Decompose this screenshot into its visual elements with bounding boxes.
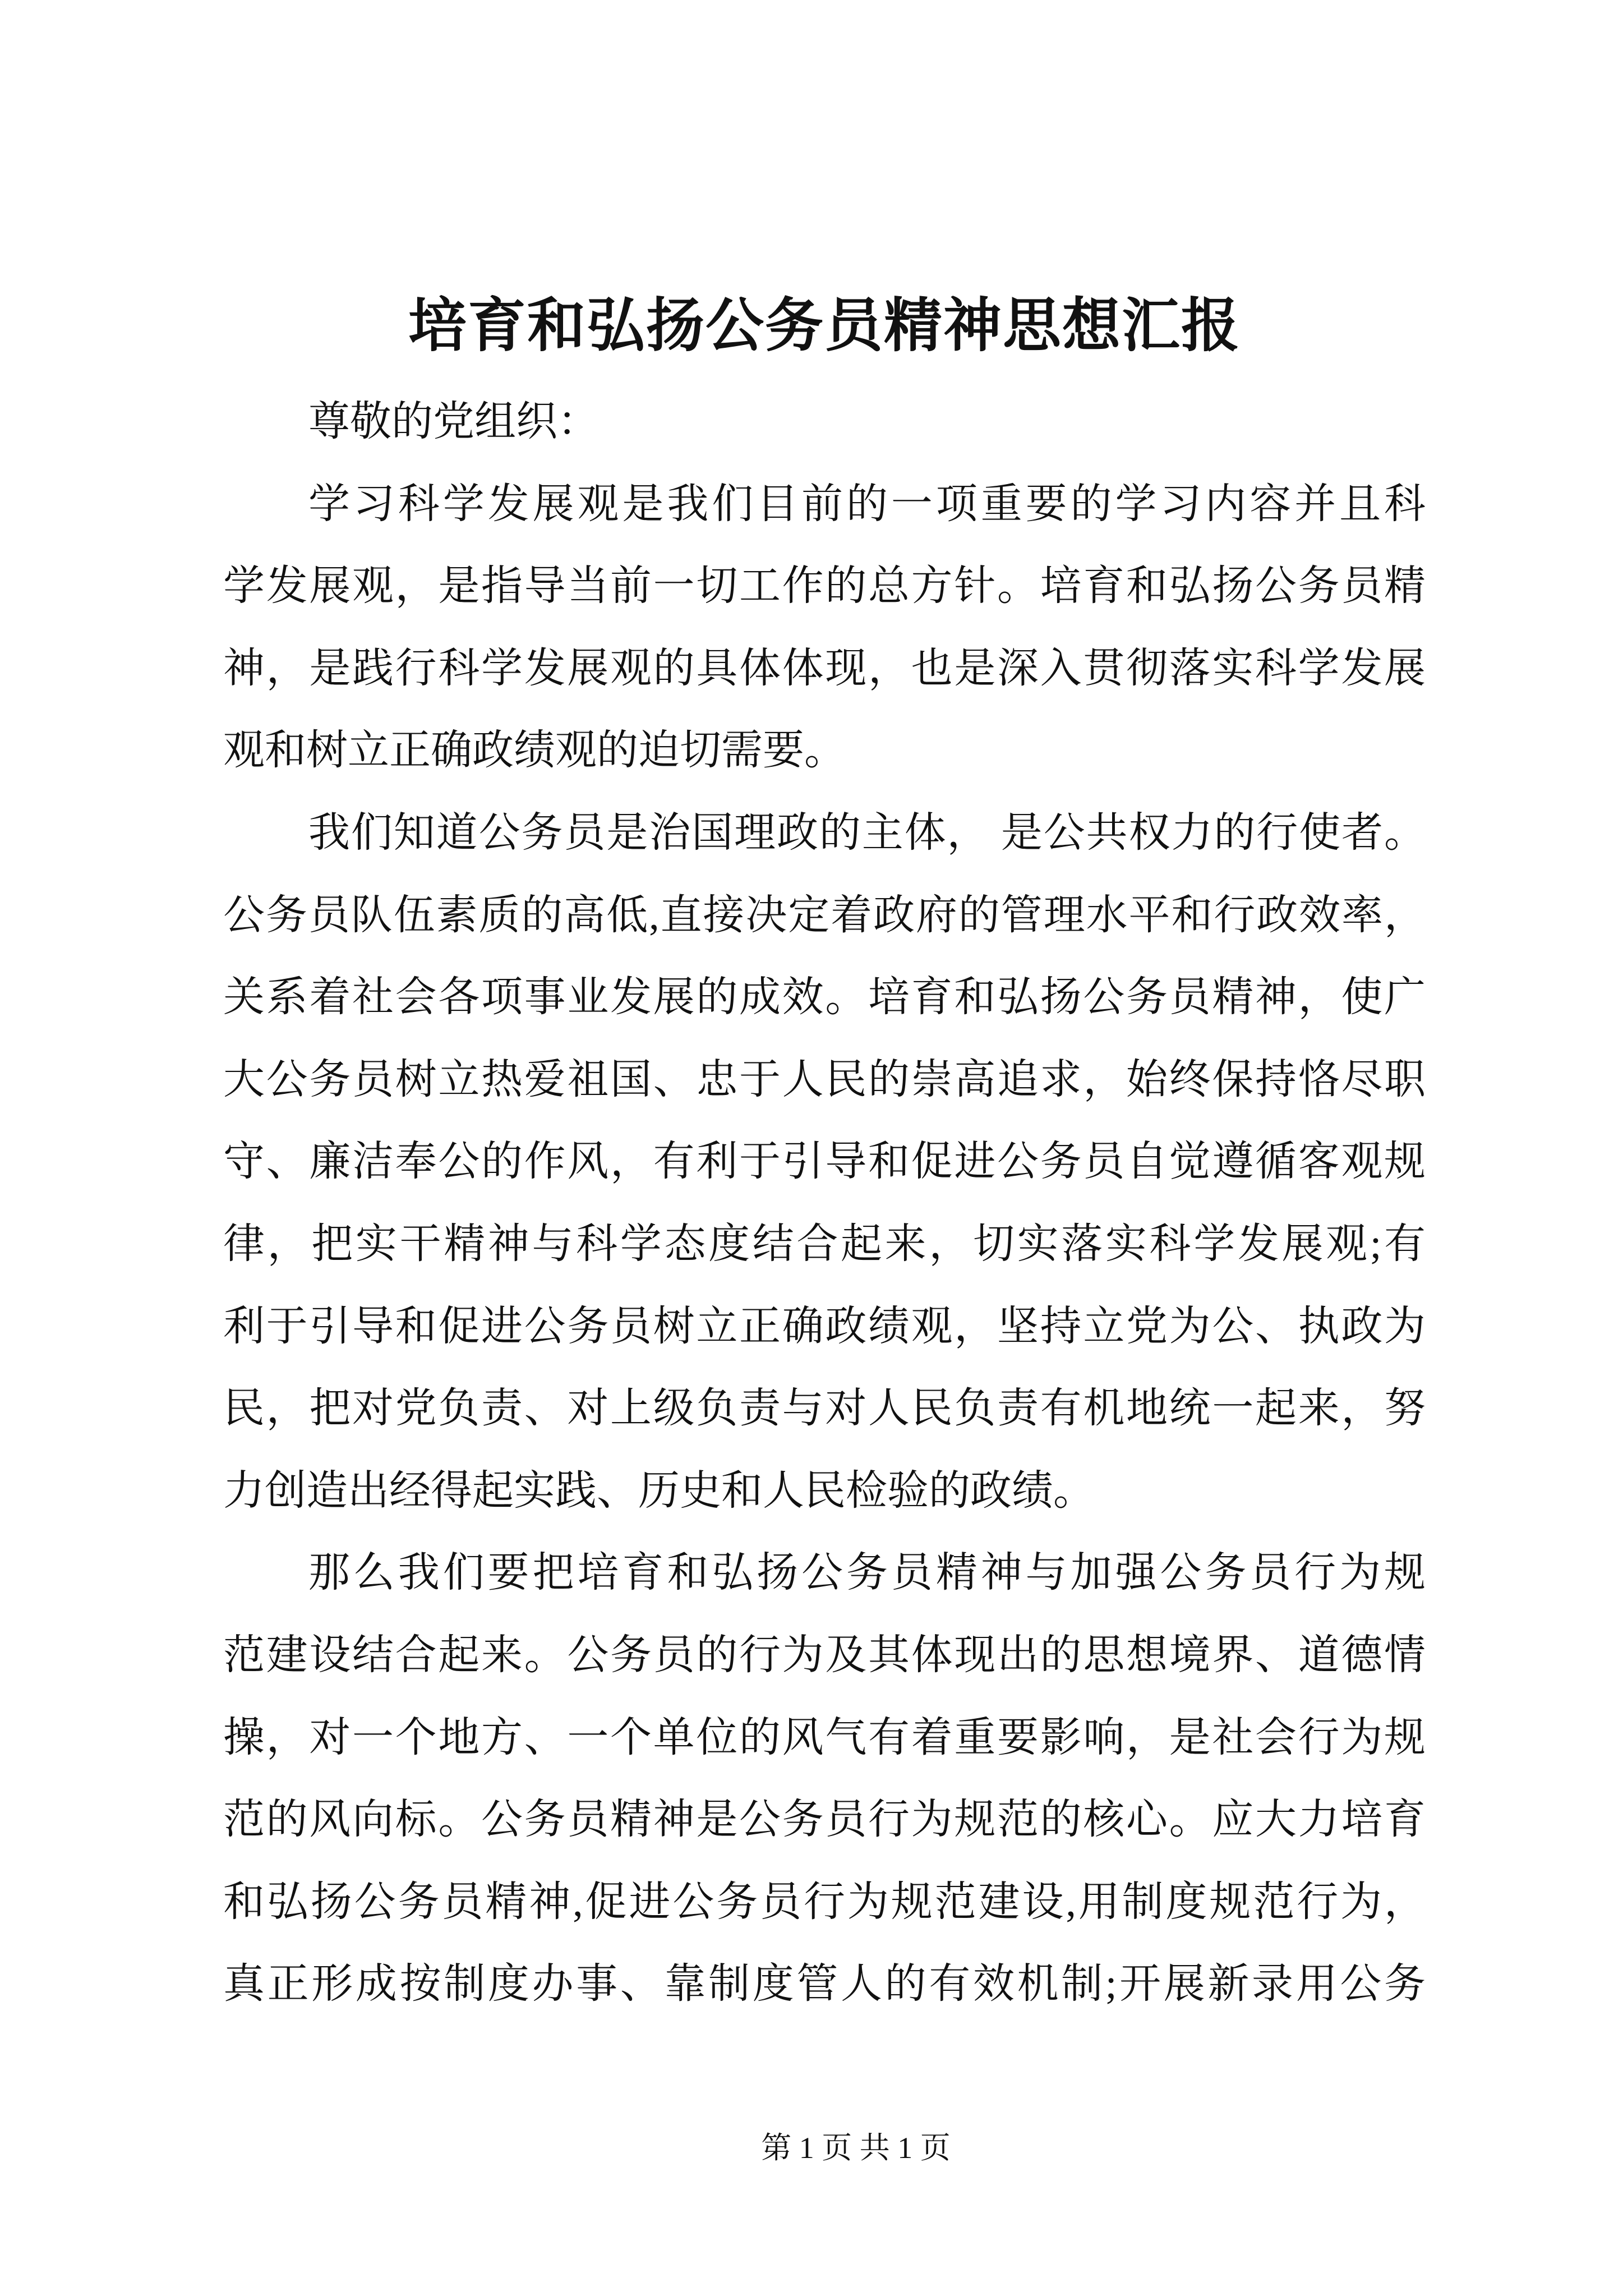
salutation-paragraph bbox=[223, 381, 1426, 463]
paragraph-line: 利于引导和促进公务员树立正确政绩观，坚持立党为公、执政为 bbox=[223, 1303, 1426, 1350]
paragraph-line: 民，把对党负责、对上级负责与对人民负责有机地统一起来，努 bbox=[223, 1386, 1426, 1432]
document-body bbox=[223, 381, 1426, 2026]
paragraph-line: 神，是践行科学发展观的具体体现，也是深入贯彻落实科学发展 bbox=[223, 645, 1426, 692]
paragraph-line: 学习科学发展观是我们目前的一项重要的学习内容并且科 bbox=[308, 481, 1426, 527]
paragraph-line: 观和树立正确政绩观的迫切需要。 bbox=[223, 728, 846, 774]
paragraph-line: 公务员队伍素质的高低,直接决定着政府的管理水平和行政效率， bbox=[223, 892, 1426, 938]
paragraph-line: 和弘扬公务员精神,促进公务员行为规范建设,用制度规范行为， bbox=[223, 1879, 1426, 1925]
page-title: 培育和弘扬公务员精神思想汇报 bbox=[408, 294, 1241, 358]
paragraph-line: 范的风向标。公务员精神是公务员行为规范的核心。应大力培育 bbox=[223, 1797, 1426, 1843]
paragraph-line: 守、廉洁奉公的作风，有利于引导和促进公务员自觉遵循客观规 bbox=[223, 1139, 1426, 1185]
paragraph-line: 力创造出经得起实践、历史和人民检验的政绩。 bbox=[223, 1467, 1095, 1514]
paragraph-line: 大公务员树立热爱祖国、忠于人民的崇高追求，始终保持恪尽职 bbox=[223, 1056, 1426, 1103]
paragraph bbox=[223, 463, 1426, 792]
salutation: 尊敬的党组织： bbox=[308, 399, 599, 445]
paragraph-line: 操，对一个地方、一个单位的风气有着重要影响，是社会行为规 bbox=[223, 1714, 1426, 1761]
page-footer: 第 1 页 共 1 页 bbox=[761, 2131, 951, 2165]
paragraph-line: 学发展观，是指导当前一切工作的总方针。培育和弘扬公务员精 bbox=[223, 563, 1426, 610]
paragraph bbox=[223, 792, 1426, 1532]
paragraph-line: 范建设结合起来。公务员的行为及其体现出的思想境界、道德情 bbox=[223, 1632, 1426, 1678]
paragraph bbox=[223, 1532, 1426, 2026]
paragraph-line: 那么我们要把培育和弘扬公务员精神与加强公务员行为规 bbox=[308, 1550, 1426, 1596]
paragraph-line: 我们知道公务员是治国理政的主体， 是公共权力的行使者。 bbox=[308, 809, 1426, 856]
paragraph-line: 关系着社会各项事业发展的成效。培育和弘扬公务员精神，使广 bbox=[223, 974, 1426, 1021]
paragraph-line: 律，把实干精神与科学态度结合起来，切实落实科学发展观;有 bbox=[223, 1221, 1426, 1267]
paragraph-line: 真正形成按制度办事、靠制度管人的有效机制;开展新录用公务 bbox=[223, 1961, 1426, 2008]
